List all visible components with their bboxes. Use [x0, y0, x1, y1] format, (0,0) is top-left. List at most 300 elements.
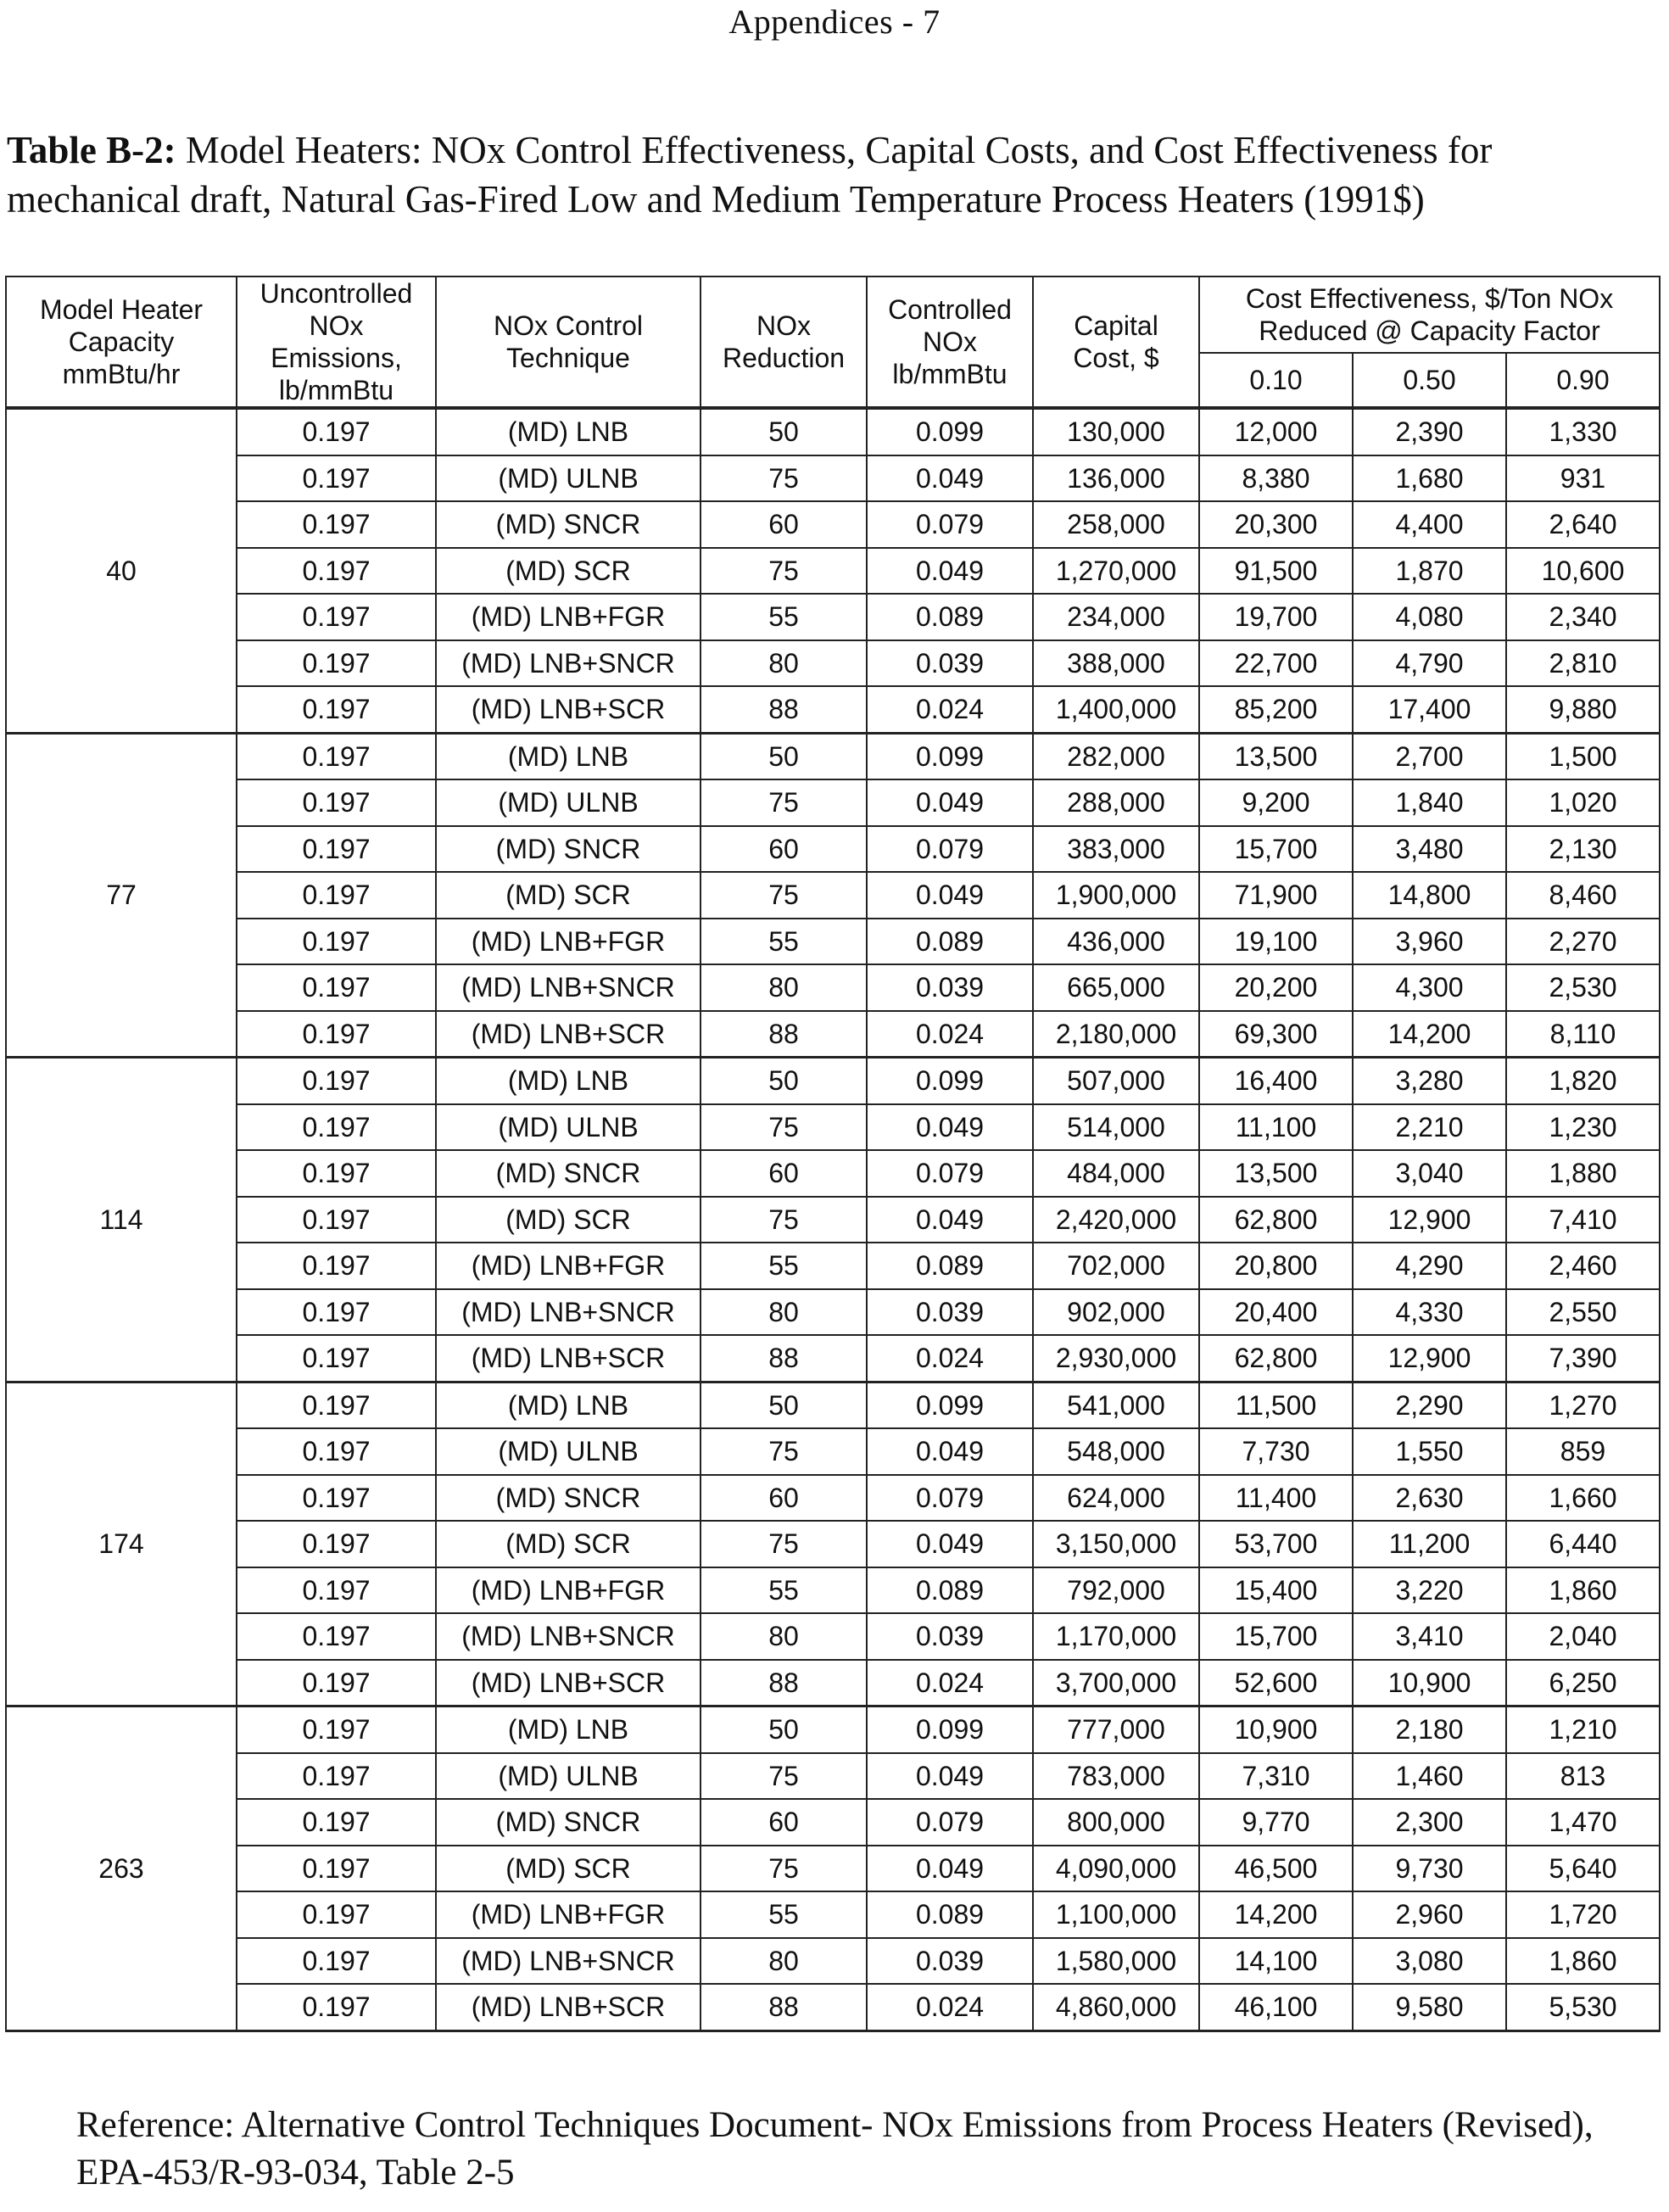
capital-cost-cell: 541,000 [1033, 1382, 1199, 1428]
capital-cost-cell: 1,170,000 [1033, 1613, 1199, 1660]
table-row [6, 686, 1660, 733]
cost-eff-050-cell: 17,400 [1353, 686, 1506, 733]
capital-cost-cell: 388,000 [1033, 640, 1199, 687]
controlled-cell: 0.024 [867, 1335, 1033, 1382]
technique-cell: (MD) ULNB [436, 1428, 701, 1475]
technique-cell: (MD) ULNB [436, 779, 701, 826]
capacity-cell: 77 [6, 733, 237, 1058]
controlled-cell: 0.089 [867, 1891, 1033, 1938]
controlled-cell: 0.099 [867, 733, 1033, 779]
table-caption-text: Model Heaters: NOx Control Effectiveness, Capital Costs, and Cost Effectiveness for mechanical draft, Natural Gas-Fired Low and Medium Temperature Process Heaters (1991$) [7, 129, 1493, 221]
uncontrolled-cell: 0.197 [237, 872, 436, 919]
table-row [6, 455, 1660, 502]
table-row [6, 1104, 1660, 1151]
cost-eff-090-cell: 1,820 [1506, 1058, 1660, 1104]
cost-eff-010-cell: 11,500 [1199, 1382, 1353, 1428]
cost-eff-050-cell: 4,400 [1353, 501, 1506, 548]
cost-eff-010-cell: 16,400 [1199, 1058, 1353, 1104]
controlled-cell: 0.039 [867, 640, 1033, 687]
cost-eff-090-cell: 1,470 [1506, 1799, 1660, 1846]
capacity-cell: 174 [6, 1382, 237, 1706]
cost-eff-010-cell: 53,700 [1199, 1521, 1353, 1567]
cost-eff-050-cell: 1,840 [1353, 779, 1506, 826]
controlled-cell: 0.049 [867, 548, 1033, 595]
cost-eff-090-cell: 5,530 [1506, 1984, 1660, 2030]
table-row [6, 1706, 1660, 1753]
cost-eff-090-cell: 8,110 [1506, 1011, 1660, 1058]
capital-cost-cell: 282,000 [1033, 733, 1199, 779]
capital-cost-cell: 1,580,000 [1033, 1938, 1199, 1985]
cost-eff-010-cell: 20,800 [1199, 1243, 1353, 1289]
reduction-cell: 50 [701, 1382, 867, 1428]
capital-cost-cell: 1,900,000 [1033, 872, 1199, 919]
table-header [6, 276, 1660, 408]
cost-eff-090-cell: 1,270 [1506, 1382, 1660, 1428]
cost-eff-050-cell: 9,580 [1353, 1984, 1506, 2030]
table-row [6, 779, 1660, 826]
page-header: Appendices - 7 [728, 3, 941, 41]
cost-eff-050-cell: 2,960 [1353, 1891, 1506, 1938]
capital-cost-cell: 783,000 [1033, 1753, 1199, 1800]
uncontrolled-cell: 0.197 [237, 1335, 436, 1382]
uncontrolled-cell: 0.197 [237, 964, 436, 1011]
controlled-cell: 0.089 [867, 1567, 1033, 1614]
technique-cell: (MD) SNCR [436, 501, 701, 548]
cost-eff-050-cell: 4,330 [1353, 1289, 1506, 1336]
cost-eff-010-cell: 20,200 [1199, 964, 1353, 1011]
cost-eff-090-cell: 1,880 [1506, 1150, 1660, 1197]
uncontrolled-cell: 0.197 [237, 1011, 436, 1058]
controlled-cell: 0.049 [867, 872, 1033, 919]
cost-eff-090-cell: 1,500 [1506, 733, 1660, 779]
cost-eff-010-cell: 9,770 [1199, 1799, 1353, 1846]
cost-eff-010-cell: 13,500 [1199, 733, 1353, 779]
capital-cost-cell: 624,000 [1033, 1475, 1199, 1522]
uncontrolled-cell: 0.197 [237, 1660, 436, 1706]
cost-eff-010-cell: 19,700 [1199, 594, 1353, 640]
table-row [6, 826, 1660, 873]
technique-cell: (MD) LNB [436, 408, 701, 455]
technique-cell: (MD) SCR [436, 872, 701, 919]
reduction-cell: 50 [701, 733, 867, 779]
capital-cost-cell: 4,090,000 [1033, 1846, 1199, 1892]
cost-eff-090-cell: 2,040 [1506, 1613, 1660, 1660]
table-row [6, 1613, 1660, 1660]
uncontrolled-cell: 0.197 [237, 501, 436, 548]
table-row [6, 872, 1660, 919]
cost-eff-010-cell: 7,310 [1199, 1753, 1353, 1800]
technique-cell: (MD) SNCR [436, 1475, 701, 1522]
technique-cell: (MD) LNB+SNCR [436, 1938, 701, 1985]
controlled-cell: 0.039 [867, 1613, 1033, 1660]
reduction-cell: 75 [701, 455, 867, 502]
cost-eff-090-cell: 2,530 [1506, 964, 1660, 1011]
technique-cell: (MD) LNB [436, 733, 701, 779]
capital-cost-cell: 902,000 [1033, 1289, 1199, 1336]
uncontrolled-cell: 0.197 [237, 594, 436, 640]
technique-cell: (MD) ULNB [436, 1753, 701, 1800]
uncontrolled-cell: 0.197 [237, 1846, 436, 1892]
reduction-cell: 50 [701, 408, 867, 455]
capital-cost-cell: 1,270,000 [1033, 548, 1199, 595]
cost-eff-010-cell: 15,700 [1199, 826, 1353, 873]
technique-cell: (MD) LNB+FGR [436, 919, 701, 965]
technique-cell: (MD) LNB+FGR [436, 1243, 701, 1289]
capital-cost-cell: 258,000 [1033, 501, 1199, 548]
technique-cell: (MD) SCR [436, 1521, 701, 1567]
cost-eff-050-cell: 11,200 [1353, 1521, 1506, 1567]
reduction-cell: 75 [701, 1753, 867, 1800]
table-row [6, 1382, 1660, 1428]
cost-eff-050-cell: 3,480 [1353, 826, 1506, 873]
cost-eff-010-cell: 69,300 [1199, 1011, 1353, 1058]
cost-eff-010-cell: 11,400 [1199, 1475, 1353, 1522]
table-row [6, 1289, 1660, 1336]
capital-cost-cell: 4,860,000 [1033, 1984, 1199, 2030]
cost-eff-090-cell: 1,020 [1506, 779, 1660, 826]
uncontrolled-cell: 0.197 [237, 1104, 436, 1151]
capital-cost-cell: 800,000 [1033, 1799, 1199, 1846]
table-row [6, 548, 1660, 595]
cost-eff-010-cell: 62,800 [1199, 1197, 1353, 1243]
reduction-cell: 55 [701, 1243, 867, 1289]
table-row [6, 1799, 1660, 1846]
capital-cost-cell: 436,000 [1033, 919, 1199, 965]
cost-eff-050-cell: 12,900 [1353, 1197, 1506, 1243]
technique-cell: (MD) SNCR [436, 1799, 701, 1846]
cost-eff-090-cell: 7,410 [1506, 1197, 1660, 1243]
technique-cell: (MD) LNB+SNCR [436, 1613, 701, 1660]
controlled-cell: 0.079 [867, 826, 1033, 873]
cost-eff-010-cell: 19,100 [1199, 919, 1353, 965]
technique-cell: (MD) LNB+SCR [436, 1335, 701, 1382]
cost-eff-090-cell: 1,230 [1506, 1104, 1660, 1151]
cost-eff-050-cell: 1,460 [1353, 1753, 1506, 1800]
technique-cell: (MD) LNB+SCR [436, 1984, 701, 2030]
technique-cell: (MD) LNB+SNCR [436, 640, 701, 687]
cost-eff-010-cell: 46,100 [1199, 1984, 1353, 2030]
reduction-cell: 60 [701, 501, 867, 548]
cost-eff-050-cell: 3,220 [1353, 1567, 1506, 1614]
cost-eff-090-cell: 1,860 [1506, 1567, 1660, 1614]
cost-eff-090-cell: 7,390 [1506, 1335, 1660, 1382]
capital-cost-cell: 548,000 [1033, 1428, 1199, 1475]
uncontrolled-cell: 0.197 [237, 919, 436, 965]
uncontrolled-cell: 0.197 [237, 733, 436, 779]
uncontrolled-cell: 0.197 [237, 1799, 436, 1846]
cost-eff-050-cell: 2,630 [1353, 1475, 1506, 1522]
cost-eff-050-cell: 1,870 [1353, 548, 1506, 595]
technique-cell: (MD) LNB+FGR [436, 1891, 701, 1938]
uncontrolled-cell: 0.197 [237, 1984, 436, 2030]
uncontrolled-cell: 0.197 [237, 408, 436, 455]
table-row [6, 1243, 1660, 1289]
cost-eff-090-cell: 859 [1506, 1428, 1660, 1475]
table-row [6, 1660, 1660, 1706]
cost-eff-010-cell: 9,200 [1199, 779, 1353, 826]
header-cf-010: 0.10 [1199, 353, 1353, 408]
table-row [6, 1197, 1660, 1243]
capacity-cell: 40 [6, 408, 237, 733]
reduction-cell: 75 [701, 872, 867, 919]
reduction-cell: 80 [701, 964, 867, 1011]
header-cost-effectiveness: Cost Effectiveness, $/Ton NOx Reduced @ Capacity Factor [1199, 276, 1660, 353]
cost-eff-010-cell: 12,000 [1199, 408, 1353, 455]
cost-eff-010-cell: 13,500 [1199, 1150, 1353, 1197]
cost-eff-050-cell: 4,080 [1353, 594, 1506, 640]
controlled-cell: 0.079 [867, 1150, 1033, 1197]
cost-eff-090-cell: 2,810 [1506, 640, 1660, 687]
uncontrolled-cell: 0.197 [237, 1475, 436, 1522]
capital-cost-cell: 665,000 [1033, 964, 1199, 1011]
capital-cost-cell: 2,180,000 [1033, 1011, 1199, 1058]
cost-eff-090-cell: 9,880 [1506, 686, 1660, 733]
technique-cell: (MD) SCR [436, 1197, 701, 1243]
header-cf-090: 0.90 [1506, 353, 1660, 408]
cost-eff-010-cell: 62,800 [1199, 1335, 1353, 1382]
controlled-cell: 0.049 [867, 1753, 1033, 1800]
table-row [6, 594, 1660, 640]
technique-cell: (MD) LNB+SCR [436, 1660, 701, 1706]
cost-eff-010-cell: 20,400 [1199, 1289, 1353, 1336]
uncontrolled-cell: 0.197 [237, 1289, 436, 1336]
reduction-cell: 80 [701, 1938, 867, 1985]
capital-cost-cell: 136,000 [1033, 455, 1199, 502]
cost-eff-090-cell: 813 [1506, 1753, 1660, 1800]
cost-eff-050-cell: 4,790 [1353, 640, 1506, 687]
uncontrolled-cell: 0.197 [237, 1567, 436, 1614]
cost-eff-090-cell: 2,550 [1506, 1289, 1660, 1336]
cost-eff-050-cell: 3,410 [1353, 1613, 1506, 1660]
table-row [6, 501, 1660, 548]
table-row [6, 1150, 1660, 1197]
controlled-cell: 0.079 [867, 1475, 1033, 1522]
reduction-cell: 50 [701, 1706, 867, 1753]
cost-eff-010-cell: 8,380 [1199, 455, 1353, 502]
table-row [6, 1938, 1660, 1985]
technique-cell: (MD) SNCR [436, 826, 701, 873]
capital-cost-cell: 288,000 [1033, 779, 1199, 826]
cost-eff-010-cell: 14,200 [1199, 1891, 1353, 1938]
controlled-cell: 0.099 [867, 1706, 1033, 1753]
cost-eff-050-cell: 14,800 [1353, 872, 1506, 919]
data-table [5, 276, 1661, 2032]
cost-eff-050-cell: 2,390 [1353, 408, 1506, 455]
controlled-cell: 0.024 [867, 1011, 1033, 1058]
controlled-cell: 0.099 [867, 1382, 1033, 1428]
cost-eff-090-cell: 2,130 [1506, 826, 1660, 873]
cost-eff-050-cell: 9,730 [1353, 1846, 1506, 1892]
cost-eff-010-cell: 85,200 [1199, 686, 1353, 733]
table-row [6, 1335, 1660, 1382]
uncontrolled-cell: 0.197 [237, 1428, 436, 1475]
reduction-cell: 75 [701, 1104, 867, 1151]
cost-eff-050-cell: 3,080 [1353, 1938, 1506, 1985]
capital-cost-cell: 507,000 [1033, 1058, 1199, 1104]
cost-eff-090-cell: 2,640 [1506, 501, 1660, 548]
cost-eff-090-cell: 1,210 [1506, 1706, 1660, 1753]
controlled-cell: 0.099 [867, 408, 1033, 455]
reduction-cell: 80 [701, 1613, 867, 1660]
controlled-cell: 0.089 [867, 1243, 1033, 1289]
cost-eff-090-cell: 8,460 [1506, 872, 1660, 919]
controlled-cell: 0.049 [867, 1104, 1033, 1151]
capital-cost-cell: 1,400,000 [1033, 686, 1199, 733]
reduction-cell: 75 [701, 548, 867, 595]
cost-eff-010-cell: 15,400 [1199, 1567, 1353, 1614]
table-caption [7, 126, 1661, 224]
table-row [6, 1011, 1660, 1058]
uncontrolled-cell: 0.197 [237, 1613, 436, 1660]
cost-eff-010-cell: 91,500 [1199, 548, 1353, 595]
controlled-cell: 0.079 [867, 501, 1033, 548]
capital-cost-cell: 3,150,000 [1033, 1521, 1199, 1567]
cost-eff-050-cell: 4,300 [1353, 964, 1506, 1011]
capital-cost-cell: 792,000 [1033, 1567, 1199, 1614]
table-row [6, 1058, 1660, 1104]
cost-eff-050-cell: 12,900 [1353, 1335, 1506, 1382]
capital-cost-cell: 383,000 [1033, 826, 1199, 873]
controlled-cell: 0.049 [867, 455, 1033, 502]
uncontrolled-cell: 0.197 [237, 1706, 436, 1753]
reduction-cell: 75 [701, 779, 867, 826]
controlled-cell: 0.039 [867, 1289, 1033, 1336]
controlled-cell: 0.089 [867, 594, 1033, 640]
cost-eff-010-cell: 71,900 [1199, 872, 1353, 919]
uncontrolled-cell: 0.197 [237, 1058, 436, 1104]
technique-cell: (MD) SCR [436, 548, 701, 595]
reduction-cell: 55 [701, 594, 867, 640]
cost-eff-050-cell: 1,680 [1353, 455, 1506, 502]
cost-eff-050-cell: 3,280 [1353, 1058, 1506, 1104]
reduction-cell: 75 [701, 1521, 867, 1567]
technique-cell: (MD) LNB+SCR [436, 1011, 701, 1058]
controlled-cell: 0.089 [867, 919, 1033, 965]
cost-eff-010-cell: 14,100 [1199, 1938, 1353, 1985]
capacity-cell: 114 [6, 1058, 237, 1382]
cost-eff-050-cell: 1,550 [1353, 1428, 1506, 1475]
cost-eff-050-cell: 2,300 [1353, 1799, 1506, 1846]
table-body [6, 408, 1660, 2030]
cost-eff-010-cell: 7,730 [1199, 1428, 1353, 1475]
technique-cell: (MD) SCR [436, 1846, 701, 1892]
cost-eff-090-cell: 1,720 [1506, 1891, 1660, 1938]
reduction-cell: 60 [701, 1475, 867, 1522]
controlled-cell: 0.099 [867, 1058, 1033, 1104]
cost-eff-090-cell: 1,330 [1506, 408, 1660, 455]
table-row [6, 1753, 1660, 1800]
cost-eff-010-cell: 11,100 [1199, 1104, 1353, 1151]
technique-cell: (MD) LNB+FGR [436, 594, 701, 640]
cost-eff-050-cell: 2,700 [1353, 733, 1506, 779]
reduction-cell: 60 [701, 826, 867, 873]
table-caption-label: Table B-2: [7, 129, 176, 171]
controlled-cell: 0.049 [867, 1846, 1033, 1892]
cost-eff-050-cell: 2,210 [1353, 1104, 1506, 1151]
reduction-cell: 60 [701, 1799, 867, 1846]
cost-eff-090-cell: 1,660 [1506, 1475, 1660, 1522]
cost-eff-050-cell: 3,040 [1353, 1150, 1506, 1197]
technique-cell: (MD) LNB+SNCR [436, 1289, 701, 1336]
reference-note: Reference: Alternative Control Techniques Document- NOx Emissions from Process Heaters (Revised), EPA-453/R-93-034, Table 2-5 [76, 2105, 1594, 2192]
cost-eff-050-cell: 14,200 [1353, 1011, 1506, 1058]
controlled-cell: 0.049 [867, 779, 1033, 826]
reduction-cell: 88 [701, 1984, 867, 2030]
uncontrolled-cell: 0.197 [237, 455, 436, 502]
technique-cell: (MD) LNB+SNCR [436, 964, 701, 1011]
cost-eff-010-cell: 46,500 [1199, 1846, 1353, 1892]
table-row [6, 1846, 1660, 1892]
uncontrolled-cell: 0.197 [237, 1753, 436, 1800]
cost-eff-010-cell: 15,700 [1199, 1613, 1353, 1660]
capital-cost-cell: 484,000 [1033, 1150, 1199, 1197]
cost-eff-090-cell: 6,250 [1506, 1660, 1660, 1706]
controlled-cell: 0.039 [867, 1938, 1033, 1985]
capital-cost-cell: 2,930,000 [1033, 1335, 1199, 1382]
uncontrolled-cell: 0.197 [237, 1197, 436, 1243]
table-row [6, 1475, 1660, 1522]
capital-cost-cell: 777,000 [1033, 1706, 1199, 1753]
cost-eff-090-cell: 1,860 [1506, 1938, 1660, 1985]
cost-eff-090-cell: 6,440 [1506, 1521, 1660, 1567]
cost-eff-050-cell: 3,960 [1353, 919, 1506, 965]
capital-cost-cell: 514,000 [1033, 1104, 1199, 1151]
capital-cost-cell: 1,100,000 [1033, 1891, 1199, 1938]
technique-cell: (MD) LNB [436, 1382, 701, 1428]
table-row [6, 1891, 1660, 1938]
reduction-cell: 75 [701, 1197, 867, 1243]
table-row [6, 919, 1660, 965]
cost-eff-050-cell: 4,290 [1353, 1243, 1506, 1289]
technique-cell: (MD) LNB+SCR [436, 686, 701, 733]
header-capital: Capital Cost, $ [1033, 276, 1199, 408]
header-reduction: NOx Reduction [701, 276, 867, 408]
uncontrolled-cell: 0.197 [237, 640, 436, 687]
capacity-cell: 263 [6, 1706, 237, 2031]
table-row [6, 733, 1660, 779]
table-row [6, 1984, 1660, 2030]
reduction-cell: 80 [701, 1289, 867, 1336]
cost-eff-010-cell: 20,300 [1199, 501, 1353, 548]
controlled-cell: 0.079 [867, 1799, 1033, 1846]
uncontrolled-cell: 0.197 [237, 1382, 436, 1428]
controlled-cell: 0.049 [867, 1428, 1033, 1475]
cost-eff-090-cell: 2,340 [1506, 594, 1660, 640]
table-row [6, 1428, 1660, 1475]
reduction-cell: 88 [701, 1011, 867, 1058]
uncontrolled-cell: 0.197 [237, 548, 436, 595]
capital-cost-cell: 3,700,000 [1033, 1660, 1199, 1706]
reduction-cell: 88 [701, 1335, 867, 1382]
header-technique: NOx Control Technique [436, 276, 701, 408]
technique-cell: (MD) ULNB [436, 455, 701, 502]
cost-eff-050-cell: 10,900 [1353, 1660, 1506, 1706]
reduction-cell: 80 [701, 640, 867, 687]
cost-eff-090-cell: 5,640 [1506, 1846, 1660, 1892]
cost-eff-050-cell: 2,180 [1353, 1706, 1506, 1753]
reduction-cell: 75 [701, 1428, 867, 1475]
reduction-cell: 55 [701, 1891, 867, 1938]
capital-cost-cell: 130,000 [1033, 408, 1199, 455]
controlled-cell: 0.024 [867, 1984, 1033, 2030]
capital-cost-cell: 234,000 [1033, 594, 1199, 640]
cost-eff-010-cell: 10,900 [1199, 1706, 1353, 1753]
cost-eff-010-cell: 52,600 [1199, 1660, 1353, 1706]
cost-eff-090-cell: 10,600 [1506, 548, 1660, 595]
table-row [6, 1567, 1660, 1614]
controlled-cell: 0.024 [867, 686, 1033, 733]
reduction-cell: 50 [701, 1058, 867, 1104]
